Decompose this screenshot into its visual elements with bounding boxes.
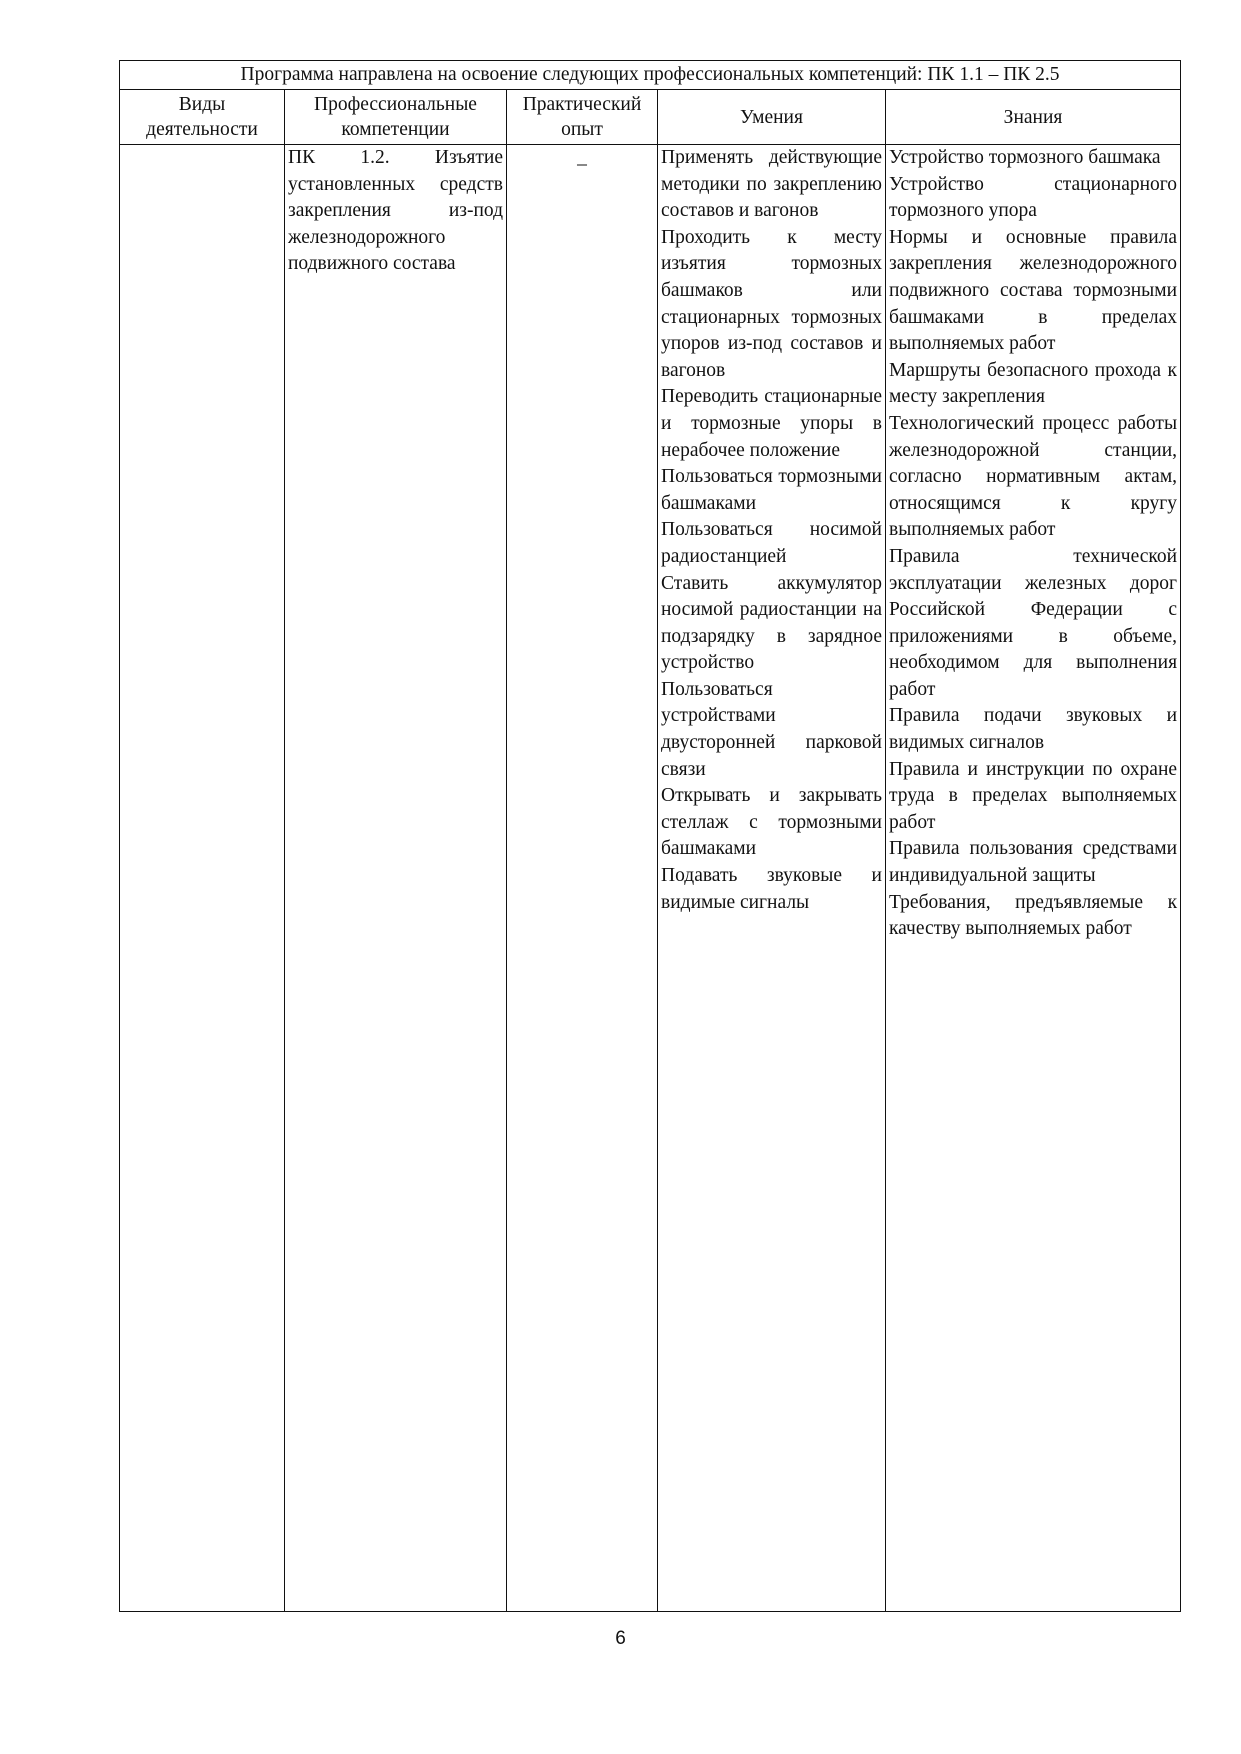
knowledge-item: Требования, предъявляемые к качеству выполняемых работ [889, 891, 1178, 940]
skill-item: Ставить аккумулятор носимой радиостанции на подзарядку в зарядное устройство [661, 572, 882, 674]
skill-item: Проходить к месту изъятия тормозных башмаков или стационарных тормозных упоров из-под составов и вагонов [661, 226, 882, 381]
competence-text: ПК 1.2. Изъятие установленных средств закрепления из-под железнодорожного подвижного состава [288, 147, 503, 275]
page-number: 6 [615, 1628, 626, 1649]
knowledge-item: Правила пользования средствами индивидуальной защиты [889, 838, 1178, 887]
competencies-table [119, 60, 1181, 1612]
knowledge-item: Устройство тормозного башмака [889, 147, 1161, 168]
cell-experience: _ [507, 145, 658, 1612]
knowledge-item: Устройство стационарного тормозного упора [889, 173, 1178, 222]
cell-skills [658, 145, 886, 1612]
cell-competence [285, 145, 507, 1612]
skill-item: Подавать звуковые и видимые сигналы [661, 865, 882, 913]
skill-item: Пользоваться носимой радиостанцией [661, 519, 882, 567]
header-competence: Профессиональные компетенции [285, 90, 507, 145]
cell-knowledge [886, 145, 1181, 1612]
header-knowledge: Знания [886, 90, 1181, 145]
skill-item: Переводить стационарные и тормозные упоры в нерабочее положение [661, 386, 882, 461]
knowledge-item: Технологический процесс работы железнодорожной станции, согласно нормативным актам, относящимся к кругу выполняемых работ [889, 412, 1178, 541]
header-activity: Виды деятельности [120, 90, 285, 145]
skill-item: Пользоваться тормозными башмаками [661, 466, 882, 514]
knowledge-item: Правила и инструкции по охране труда в пределах выполняемых работ [889, 758, 1178, 833]
table-title: Программа направлена на освоение следующих профессиональных компетенций: ПК 1.1 – ПК 2.5 [120, 61, 1181, 90]
header-experience: Практический опыт [507, 90, 658, 145]
knowledge-item: Нормы и основные правила закрепления железнодорожного подвижного состава тормозными башмаками в пределах выполняемых работ [889, 226, 1178, 355]
skill-item: Пользоваться устройствами двусторонней парковой связи [661, 678, 882, 780]
skill-item: Применять действующие методики по закреплению составов и вагонов [661, 147, 882, 222]
knowledge-item: Правила подачи звуковых и видимых сигналов [889, 705, 1178, 754]
skill-item: Открывать и закрывать стеллаж с тормозными башмаками [661, 785, 882, 860]
cell-activity [120, 145, 285, 1612]
knowledge-item: Маршруты безопасного прохода к месту закрепления [889, 359, 1178, 408]
knowledge-item: Правила технической эксплуатации железных дорог Российской Федерации с приложениями в объеме, необходимом для выполнения работ [889, 545, 1178, 700]
header-skills: Умения [658, 90, 886, 145]
